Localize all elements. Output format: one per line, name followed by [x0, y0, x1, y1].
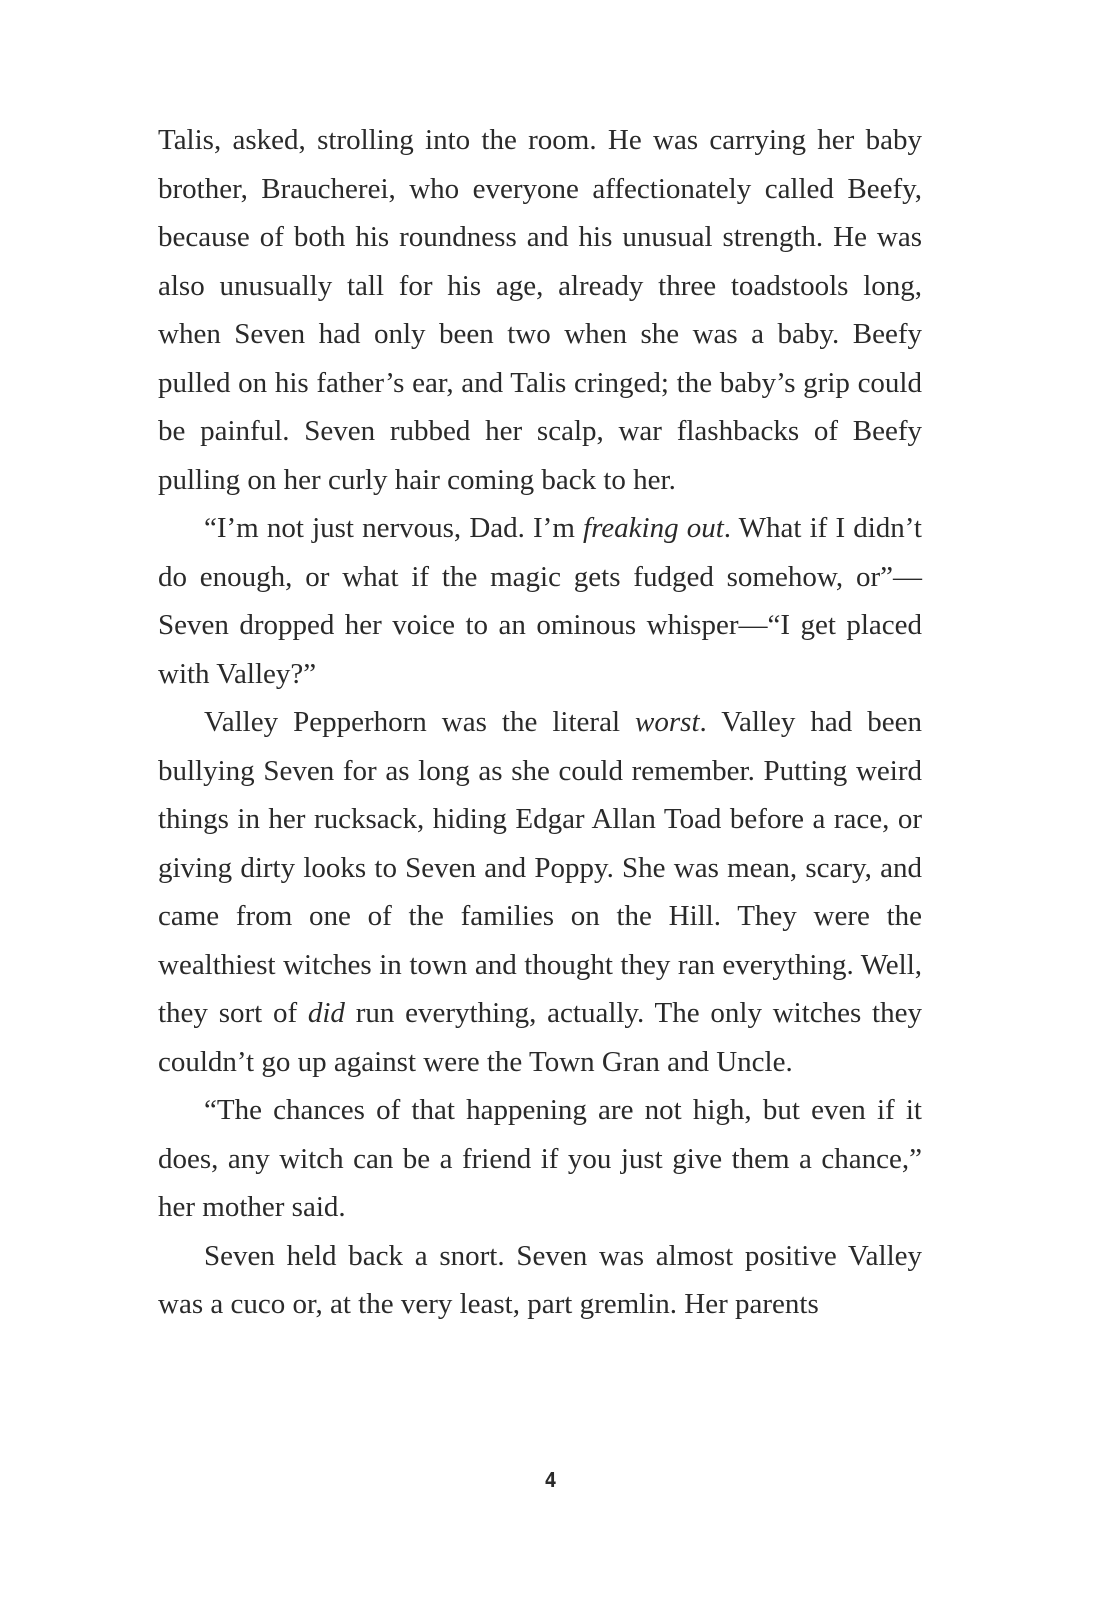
- italic-text: freaking out: [583, 512, 724, 544]
- page-number: 4: [544, 1468, 557, 1492]
- text-run: Valley Pepperhorn was the literal: [204, 706, 636, 738]
- paragraph: [158, 698, 922, 1086]
- paragraph: [158, 1232, 922, 1329]
- text-run: Talis, asked, strolling into the room. He was carrying her baby brother, Braucherei, who everyone affectionately called Beefy, because of both his roundness and his unusual strength. He was also unusually tall for his age, already three toadstools long, when Seven had only been two when she was a baby. Beefy pulled on his father’s ear, and Talis cringed; the baby’s grip could be painful. Seven rubbed her scalp, war flashbacks of Beefy pulling on her curly hair coming back to her.: [158, 124, 922, 496]
- italic-text: did: [307, 997, 345, 1029]
- text-run: Seven held back a snort. Seven was almost positive Valley was a cuco or, at the very least, part gremlin. Her parents: [158, 1239, 922, 1320]
- paragraph: [158, 116, 922, 504]
- paragraph: [158, 504, 922, 698]
- text-run: . Valley had been bullying Seven for as long as she could remember. Putting weird things in her rucksack, hiding Edgar Allan Toad before a race, or giving dirty looks to Seven and Poppy. She was mean, scary, and came from one of the families on the Hill. They were the wealthiest witches in town and thought they ran everything. Well, they sort of: [158, 706, 922, 1029]
- paragraph: [158, 1086, 922, 1232]
- text-run: . What if I didn’t do enough, or what if the magic gets fudged somehow, or”—Seven dropped her voice to an ominous whisper—“I get placed with Valley?”: [158, 512, 922, 690]
- text-run: “The chances of that happening are not high, but even if it does, any witch can be a friend if you just give them a chance,” her mother said.: [158, 1094, 922, 1223]
- italic-text: worst: [635, 706, 700, 738]
- body-text: [158, 116, 922, 1329]
- text-run: run everything, actually. The only witches they couldn’t go up against were the Town Gran and Uncle.: [158, 997, 922, 1078]
- text-run: “I’m not just nervous, Dad. I’m: [204, 512, 584, 544]
